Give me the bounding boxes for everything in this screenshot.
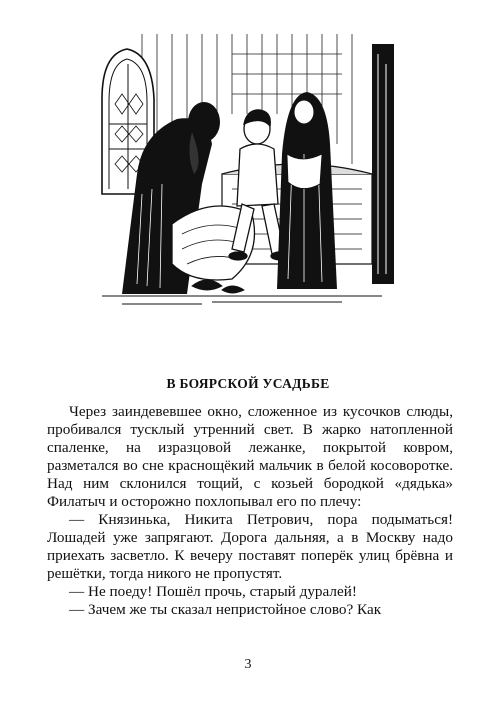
chapter-illustration — [82, 24, 400, 316]
woman-figure — [277, 92, 337, 289]
engraving-drawing — [82, 24, 400, 316]
page-number: 3 — [244, 657, 252, 672]
paragraph: — Князинька, Никита Петрович, пора подыматься! Лошадей уже запрягают. Дорога дальняя, а в Москву надо приехать засветло. К вечеру поставят поперёк улиц брёвна и решётки, тогда никого не пропустят. — [47, 511, 453, 582]
paragraph: — Не поеду! Пошёл прочь, старый дуралей! — [69, 583, 357, 600]
chapter-text — [47, 403, 453, 619]
chapter-title: В БОЯРСКОЙ УСАДЬБЕ — [166, 376, 330, 391]
paragraph: — Зачем же ты сказал непристойное слово? Как — [69, 601, 382, 618]
paragraph: Через заиндевевшее окно, сложенное из кусочков слюды, пробивался тусклый утренний свет. В жарко натопленной спаленке, на изразцовой лежанке, покрытой ковром, разметался во сне краснощёкий мальчик в белой косоворотке. Над ним склонился тощий, с козьей бородкой «дядька» Филатыч и осторожно похлопывал его по плечу: — [47, 403, 453, 510]
